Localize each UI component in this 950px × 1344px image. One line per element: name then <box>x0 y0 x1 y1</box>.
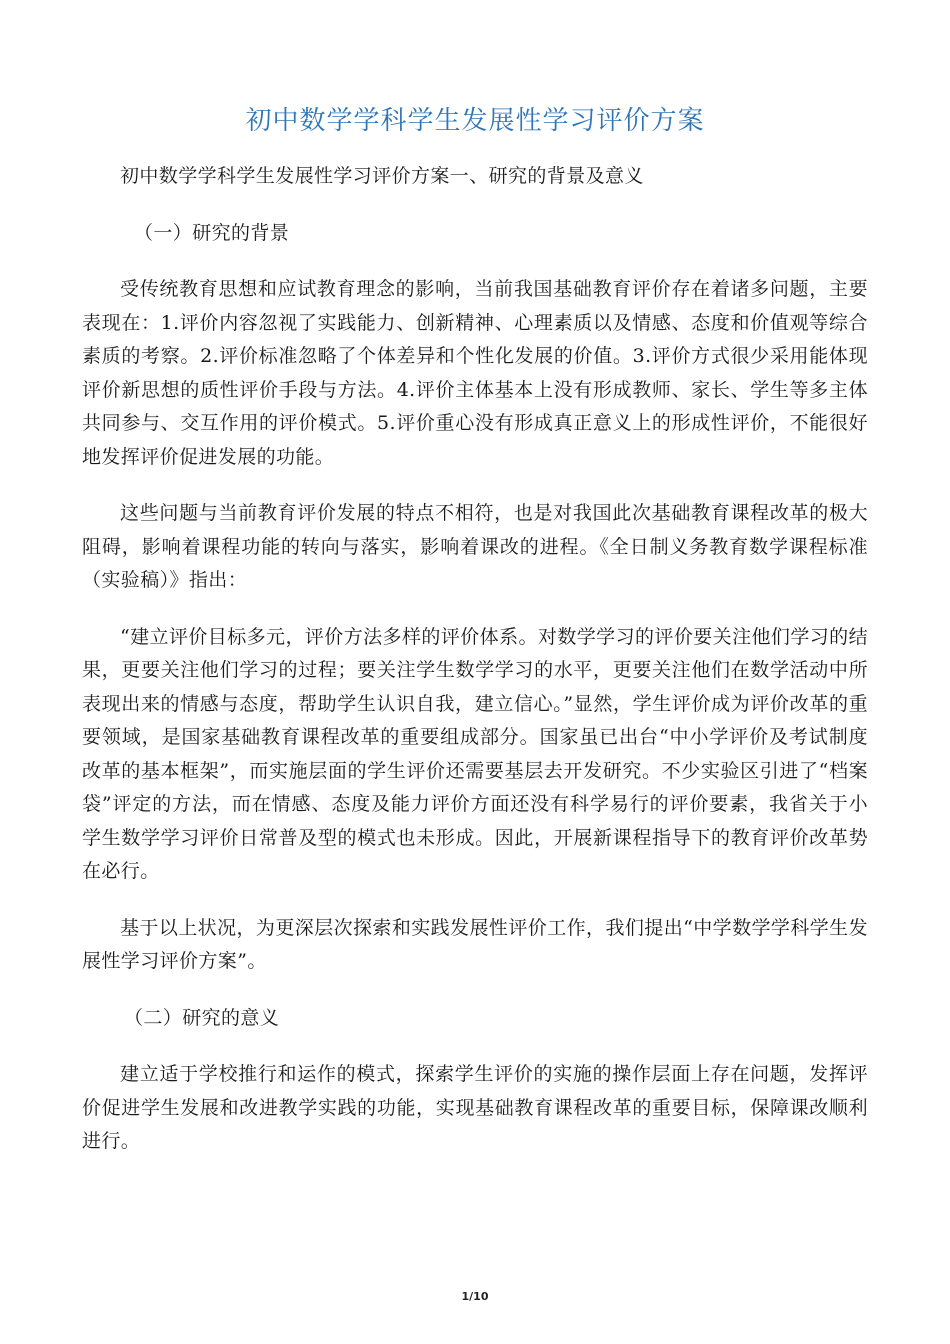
paragraph-proposal: 基于以上状况，为更深层次探索和实践发展性评价工作，我们提出“中学数学学科学生发展性学习评价方案”。 <box>82 916 868 972</box>
section-heading-background: （一）研究的背景 <box>134 221 290 244</box>
page-number: 1/10 <box>461 1290 489 1303</box>
intro-line: 初中数学学科学生发展性学习评价方案一、研究的背景及意义 <box>120 165 644 187</box>
section-heading-significance: （二）研究的意义 <box>124 1006 280 1029</box>
paragraph-standard-quote: “建立评价目标多元，评价方法多样的评价体系。对数学学习的评价要关注他们学习的结果，更要关注他们学习的过程；要关注学生数学学习的水平，更要关注他们在数学活动中所表现出来的情感与态度，帮助学生认识自我，建立信心。”显然，学生评价成为评价改革的重要领域，是国家基础教育课程改革的重要组成部分。国家虽已出台“中小学评价及考试制度改革的基本框架”，而实施层面的学生评价还需要基层去开发研究。不少实验区引进了“档案袋”评定的方法，而在情感、态度及能力评价方面还没有科学易行的评价要素，我省关于小学生数学学习评价日常普及型的模式也未形成。因此，开展新课程指导下的教育评价改革势在必行。 <box>82 625 868 882</box>
document-body <box>82 160 868 1182</box>
paragraph-obstacles: 这些问题与当前教育评价发展的特点不相符，也是对我国此次基础教育课程改革的极大阻碍，影响着课程功能的转向与落实，影响着课改的进程。《全日制义务教育数学课程标准（实验稿）》指出： <box>82 502 868 591</box>
document-title: 初中数学学科学生发展性学习评价方案 <box>245 106 705 136</box>
paragraph-significance: 建立适于学校推行和运作的模式，探索学生评价的实施的操作层面上存在问题，发挥评价促进学生发展和改进教学实践的功能，实现基础教育课程改革的重要目标，保障课改顺利进行。 <box>82 1063 868 1152</box>
paragraph-problems: 受传统教育思想和应试教育理念的影响，当前我国基础教育评价存在着诸多问题，主要表现在：1.评价内容忽视了实践能力、创新精神、心理素质以及情感、态度和价值观等综合素质的考察。2.评价标准忽略了个体差异和个性化发展的价值。3.评价方式很少采用能体现评价新思想的质性评价手段与方法。4.评价主体基本上没有形成教师、家长、学生等多主体共同参与、交互作用的评价模式。5.评价重心没有形成真正意义上的形成性评价，不能很好地发挥评价促进发展的功能。 <box>82 278 868 468</box>
